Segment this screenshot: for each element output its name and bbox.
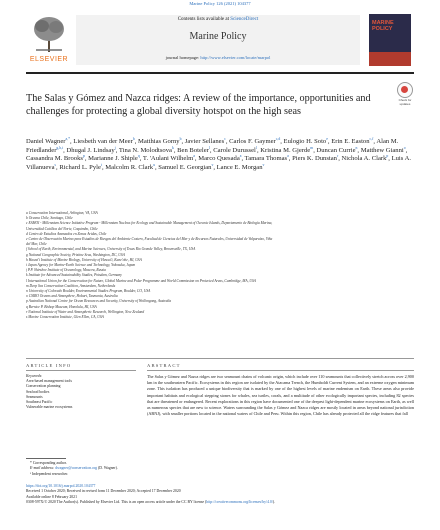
author-affiliation-marker[interactable]: m [310,145,314,150]
author[interactable] [217,164,265,171]
abstract-heading: ABSTRACT [147,363,181,368]
keywords-list [26,379,136,410]
author[interactable] [292,155,338,162]
affiliation-item: del Mar, Chile [26,242,47,247]
license-suffix: ). [272,500,276,505]
author-affiliation-marker[interactable]: a,* [65,136,70,141]
affiliation-item: k Institute for Advanced Sustainability Studies, Potsdam, Germany [26,273,122,278]
affiliation-item: i Japan Agency for Marine-Earth Science and Technology, Yokosuka, Japan [26,263,136,268]
journal-title: Marine Policy [189,31,247,42]
affiliation-item: g National Geographic Society, Pristine Seas, Washington, DC, USA [26,252,125,257]
author-name: Duncan Currie [316,146,356,154]
author-affiliation-marker[interactable]: b [179,136,182,141]
author[interactable] [158,164,213,171]
author-name: Daniel Wagner [26,138,66,145]
available-online: Available online 8 February 2021 [26,494,77,499]
affiliation-item: Universidad Católica del Norte, Coquimbo, Chile [26,226,98,231]
author-list: Daniel Wagner$^{a,*}$, Liesbeth van der Meer$^b$, Matthias Gorny$^b$, Javier Sellanes$^c$, Carlos F. Gaymer$^{c,d}$, Eulogio H. Soto$^e$, Erin E. Easton$^{c,f}$, Alan M. Friedlander$^{g,h,i}$, Dhugal J. Lindsay$^j$, Tina N. Molodtsova$^k$, Ben Boteler$^l$, Carole Durussel$^l$, Kristina M. Gjerde$^m$, Duncan Currie$^n$, Matthew Gianni$^o$, Cassandra M. Brooks$^p$, Marianne J. Shiple$^q$, T. 'Aulani Wilhelm$^a$, Marco Quesada$^a$, Tamara Thomas$^a$, Piers K. Dunstan$^r$, Nichola A. Clark$^p$, Luis A. Villanueva$^s$, Richard L. Pyle$^t$, Malcolm R. Clark$^u$, Samuel E. Georgian$^v$, Lance E. Morgan$^v$ [26,136,412,172]
tree-icon [30,14,68,54]
keyword-item: Vulnerable marine ecosystems [26,405,73,410]
footnotes [26,458,416,477]
author[interactable] [198,155,241,162]
author-affiliation-marker[interactable]: c [224,136,226,141]
cover-title: MARINE POLICY [372,20,394,32]
header-rule [26,72,414,74]
author-name: Dhugal J. Lindsay [66,146,115,154]
author-name: Ben Boteler [177,146,209,154]
affiliation-item: f School of Earth, Environmental, and Marine Sciences, University of Texas Rio Grande Valley, Brownsville, TX, USA [26,247,196,252]
author[interactable] [361,147,406,154]
author-affiliation-marker[interactable]: t [100,162,102,167]
citation-line[interactable]: Marine Policy 126 (2021) 104377 [189,1,251,6]
author[interactable] [105,164,155,171]
journal-banner [76,15,360,65]
author-name: Richard L. Pyle [59,164,101,172]
affiliation-item: d Centro de Estudios Avanzados en Zonas Áridas, Chile [26,231,107,236]
author-name: Lance E. Morgan [216,164,263,172]
affiliation-item: m Deep Sea Conservation Coalition, Amsterdam, Netherlands [26,283,116,288]
journal-cover[interactable] [369,14,411,66]
author-name: Nichola A. Clark [341,155,387,163]
author[interactable] [284,138,328,145]
author-affiliation-marker[interactable]: l [255,145,257,150]
affiliation-item: e Centro de Observación Marino para Estudios de Riesgos del Ambiente Costero, Facultad de Ciencias del Mar y de Recursos Naturales, Universidad de Valparaíso, Viña [26,237,273,242]
author[interactable] [317,147,358,154]
received-dates: Received 1 October 2020; Received in revised form 11 December 2020; Accepted 17 December 2020 [26,489,181,494]
article-history [26,484,416,506]
author[interactable] [342,155,389,162]
author-name: Alan M. Friedlander [26,138,399,154]
homepage-link[interactable]: http://www.elsevier.com/locate/marpol [200,55,271,60]
affiliation-item: b Oceana Chile, Santiago, Chile [26,216,73,221]
author[interactable] [229,138,280,145]
author[interactable] [26,138,70,145]
author-name: Luis A. Villanueva [26,155,412,172]
author[interactable] [260,147,313,154]
author[interactable] [177,147,210,154]
affiliation-item: a Conservation International, Arlington, VA, USA [26,211,98,215]
email-prefix: E-mail address: [30,466,56,471]
affiliation-item: l International Union for the Conservation for Nature, Global Marine and Polar Programme and World Commission on Protected Areas, Cambridge, MA, USA [26,278,256,283]
keyword-item: Conservation planning [26,384,61,389]
author-affiliation-marker[interactable]: c,f [369,136,374,141]
author[interactable] [138,138,181,145]
author-affiliation-marker[interactable]: g,h,i [56,145,64,150]
author-name: Marianne J. Shiple [88,155,138,163]
author-affiliation-marker[interactable]: l [208,145,210,150]
author[interactable] [331,138,373,145]
author-affiliation-marker[interactable]: a [287,154,289,159]
corresponding-author-note: * Corresponding author. [30,460,67,465]
cover-band [369,52,411,66]
author-affiliation-marker[interactable]: p [82,154,85,159]
author-affiliation-marker[interactable]: k [171,145,174,150]
author[interactable] [66,147,115,154]
license-prefix: 0308-597X/© 2020 The Author(s). Published by Elsevier Ltd. This is an open access article under the CC BY license ( [26,500,207,505]
abstract-rule [147,370,414,371]
elsevier-wordmark: ELSEVIER [29,56,69,63]
author-name: Piers K. Dunstan [292,155,337,163]
crossmark-icon [397,82,413,98]
author-affiliation-marker[interactable]: s [54,162,57,167]
author-name: Carole Durussel [213,146,256,154]
author[interactable] [88,155,140,162]
author[interactable] [143,155,195,162]
author-affiliation-marker[interactable]: c,d [275,136,281,141]
author-name: Marco Quesada [198,155,240,163]
keyword-item: Seamounts [26,394,43,399]
license-line [26,500,416,505]
author-name: Malcolm R. Clark [105,164,154,172]
doi-link[interactable]: https://doi.org/10.1016/j.marpol.2020.104377 [26,484,96,488]
article-info-heading: ARTICLE INFO [26,363,72,368]
author-name: Samuel E. Georgian [158,164,212,172]
article-title: The Salas y Gómez and Nazca ridges: A review of the importance, opportunities and challenges for protecting a global diversity hotspot on the high seas [26,93,371,117]
author[interactable] [245,155,289,162]
author-name: Matthew Gianni [360,146,404,154]
author-affiliation-marker[interactable]: b [132,136,135,141]
author-affiliation-marker[interactable]: r [336,154,339,159]
author-name: Tamara Thomas [244,155,288,163]
author-name: Matthias Gorny [138,138,180,145]
footnote-separator [26,458,66,459]
affiliation-item: n University of Colorado Boulder, Environmental Studies Program, Boulder, CO, USA [26,289,151,294]
author-name: Tina N. Molodtsova [118,146,172,154]
author-affiliation-marker[interactable]: p [386,154,389,159]
affiliation-item: p Australian National Centre for Ocean Resources and Security, University of Wollongong, Australia [26,299,172,304]
author-name: Cassandra M. Brooks [26,155,83,163]
homepage-line [76,55,360,60]
author[interactable] [185,138,226,145]
author-affiliation-marker[interactable]: u [153,162,155,167]
author-name: Javier Sellanes [184,138,225,145]
keyword-item: Area-based management tools [26,379,72,384]
author[interactable] [73,138,134,145]
affiliation-item: o CSIRO Oceans and Atmosphere, Hobart, Tasmania, Australia [26,294,118,299]
contents-line [76,17,360,22]
author[interactable] [59,164,102,171]
email-link[interactable]: dwagner@conservation.org [55,466,98,471]
author[interactable] [213,147,257,154]
affiliation-item: q Bernice P. Bishop Museum, Honolulu, HI, USA [26,304,97,309]
author-name: T. 'Aulani Wilhelm [142,155,194,163]
contents-prefix: Contents lists available at [177,17,231,22]
affiliation-item: s Marine Conservation Institute, Glen Ellen, CA, USA [26,315,104,320]
keyword-item: Southeast Pacific [26,400,53,405]
abstract-text: The Salas y Gómez and Nazca ridges are two seamount chains of volcanic origin, which include over 110 seamounts that collectively stretch across over 2,900 km in the southeastern Pacific. Ecosystems in this region are isolated by the Atacama Trench, the Humboldt Current System, and an extreme oxygen minimum zone. This isolation has produced a unique biodiversity that is marked by one of the highest levels of marine endemism on Earth. These areas also provide important habitats and ecological stepping stones for whales, sea turtles, corals, and a multitude of other ecologically important species, including 82 species that are threatened or endangered. Recent explorations in this region have documented one of the deepest light-dependent marine ecosystems on Earth, as well as numerous species that are new to science. Waters surrounding the Salas y Gómez and Nazca ridges are mostly located in areas beyond national jurisdiction (ABNJ), with smaller portions located in the national waters of Chile and Peru. Within this region, Chile has already protected all the ridge features that fall [147,374,414,417]
section-rule [26,358,414,359]
keyword-item: Seafood bodies [26,389,50,394]
affiliation-item: r National Institute of Water and Atmospheric Research, Wellington, New Zealand [26,309,145,314]
affiliation-list [26,211,416,320]
author-name: Eulogio H. Soto [283,138,327,145]
author-name: Erin E. Easton [331,138,370,145]
affiliation-item: h Hawai'i Institute of Marine Biology, University of Hawai'i, Kane'ohe, HI, USA [26,257,142,262]
author-affiliation-marker[interactable]: q [137,154,140,159]
keywords-block [26,374,136,410]
crossmark-label: Check for updates [398,98,412,106]
crossmark-badge[interactable] [396,82,414,106]
author-affiliation-marker[interactable]: v [211,162,214,167]
author-affiliation-marker[interactable]: v [262,162,265,167]
author-affiliation-marker[interactable]: a [239,154,242,159]
author-affiliation-marker[interactable]: o [403,145,406,150]
affiliation-item: c ESMOI - Millennium Science Initiative Program - Millennium Nucleus for Ecology and Sustainable Management of Oceanic Islands, Departamento de Biología Marina, [26,221,273,226]
author-name: Liesbeth van der Meer [73,138,133,145]
sciencedirect-link[interactable]: ScienceDirect [230,17,259,22]
homepage-prefix: journal homepage: [165,55,201,60]
keywords-label: Keywords: [26,374,43,378]
email-suffix: (D. Wagner). [97,466,118,471]
author[interactable] [26,155,85,162]
article-info-rule [26,370,136,371]
author-name: Carlos F. Gaymer [229,138,276,145]
author[interactable] [119,147,174,154]
license-link[interactable]: http://creativecommons.org/licenses/by/4.0/ [206,500,273,505]
author-affiliation-marker[interactable]: n [355,145,358,150]
author-name: Kristina M. Gjerde [260,146,311,154]
independent-researcher-note: ¹ Independent researcher. [30,471,69,476]
author-affiliation-marker[interactable]: j [114,145,116,150]
author-affiliation-marker[interactable]: a [193,154,195,159]
elsevier-logo[interactable] [26,12,72,68]
affiliation-item: j P.P. Shirshov Institute of Oceanology, Moscow, Russia [26,268,106,273]
journal-header [26,12,414,68]
author-affiliation-marker[interactable]: e [326,136,328,141]
